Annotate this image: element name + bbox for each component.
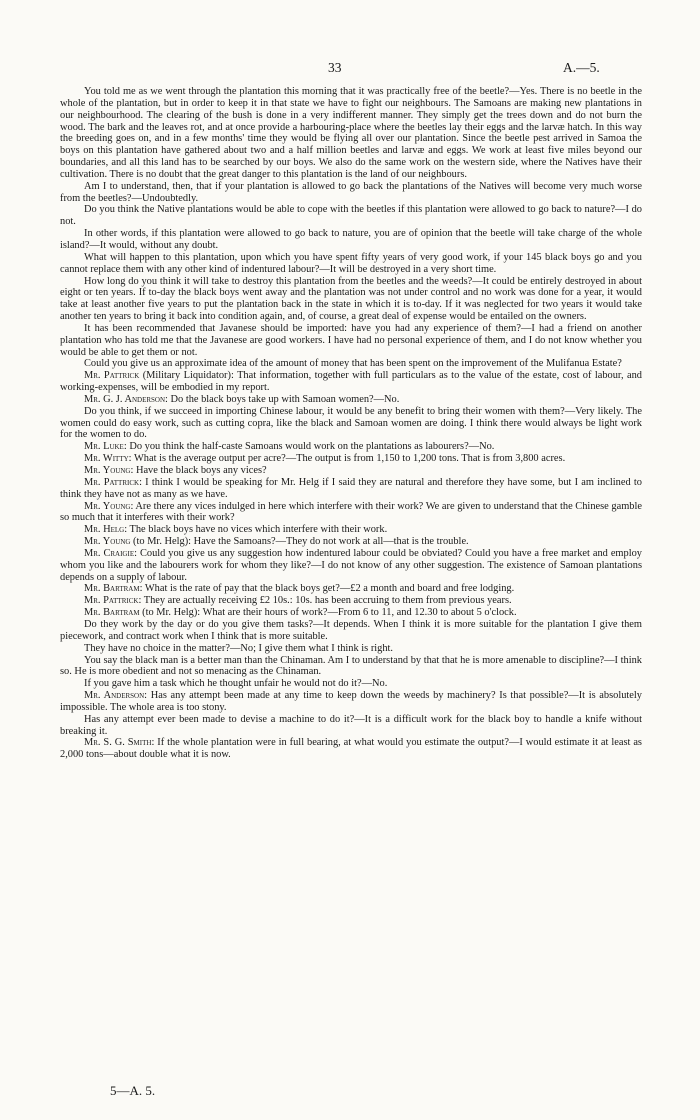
paragraph-text: Do you think, if we succeed in importing Chinese labour, it would be any benefit to bring their women with them?—Very likely. The women could do easy work, such as cutting copra, like the black and Samoan women are doing. I think there would always be light work for the women to do. [60, 405, 642, 441]
paragraph [60, 678, 642, 690]
speaker-name: Mr. S. G. Smith [84, 737, 152, 749]
paragraph-text: Am I to understand, then, that if your plantation is allowed to go back the plantations of the Natives will become very much worse from the beetles?—Undoubtedly. [60, 180, 642, 204]
paragraph [60, 595, 642, 607]
paragraph [60, 583, 642, 595]
paragraph-text: : Are there any vices indulged in here which interfere with their work? We are given to understand that the Chinese gamble so much that it interferes with their work? [60, 500, 642, 524]
paragraph-text: : I think I would be speaking for Mr. Helg if I said they are natural and therefore they have some, but I am inclined to think they have not as many as we have. [60, 476, 642, 500]
paragraph-text: (to Mr. Helg): Have the Samoans?—They do not work at all—that is the trouble. [130, 536, 469, 548]
paragraph [60, 370, 642, 394]
paragraph-text: You told me as we went through the plantation this morning that it was practically free of the beetle?—Yes. There is no beetle in the whole of the plantation, but in order to keep it in that state we have to fight our neighbours. The Samoans are making new plantations in our neighbourhood. The clearing of the bush is done in a very indifferent manner. They simply get the trees down and do not burn the wood. The bark and the leaves rot, and at once provide a harbouring-place where the beetles lay their eggs and the larvæ hatch. In this way the breeding goes on, and in a few months' time they would be flying all over our plantation. Since the beetle pest arrived in Samoa the boys on this plantation have gathered about two and a half million beetles and larvæ and eggs. We work at least five miles beyond our boundaries, and all this land has to be searched by our boys. We also do the same work on the western side, where the Natives have their cultivation. There is no doubt that the great danger to this plantation is the land of our neighbours. [60, 86, 642, 180]
speaker-name: Mr. Helg [84, 524, 125, 536]
speaker-name: Mr. Luke [84, 441, 124, 453]
speaker-name: Mr. Anderson [84, 690, 145, 702]
paragraph-text: Could you give us an approximate idea of the amount of money that has been spent on the improvement of the Mulifanua Estate? [84, 358, 622, 370]
paragraph [60, 465, 642, 477]
paragraph [60, 536, 642, 548]
page-number: 33 [328, 60, 342, 75]
paragraph [60, 714, 642, 738]
speaker-name: Mr. Pattrick [84, 370, 140, 382]
paragraph-text: : Has any attempt been made at any time to keep down the weeds by machinery? Is that possible?—It is absolutely impossible. The whole area is too stony. [60, 690, 642, 713]
paragraph [60, 548, 642, 584]
speaker-name: Mr. G. J. Anderson [84, 393, 166, 405]
paragraph-text: In other words, if this plantation were allowed to go back to nature, you are of opinion that the beetle will take charge of the whole island?—It would, without any doubt. [60, 228, 642, 251]
paragraph [60, 394, 642, 406]
paragraph [60, 86, 642, 181]
speaker-name: Mr. Pattrick [84, 476, 140, 488]
paragraph-text: Do you think the Native plantations would be able to cope with the beetles if this plantation were allowed to go back to nature?—I do not. [60, 204, 642, 228]
paragraph [60, 358, 642, 370]
speaker-name: Mr. Pattrick [84, 595, 139, 607]
speaker-name: Mr. Young [84, 500, 131, 512]
signature-mark: 5—A. 5. [110, 1083, 156, 1098]
paragraph [60, 501, 642, 525]
paragraph [60, 524, 642, 536]
paragraph [60, 252, 642, 276]
paragraph [60, 619, 642, 643]
paragraph [60, 441, 642, 453]
paragraph [60, 406, 642, 442]
paragraph [60, 276, 642, 323]
paragraph-text: You say the black man is a better man than the Chinaman. Am I to understand by that that he is more amenable to discipline?—I think so. He is more obedient and not so menacing as the Chinaman. [60, 654, 642, 678]
paragraph [60, 204, 642, 228]
paragraph [60, 181, 642, 205]
page-body [60, 86, 642, 761]
paragraph-text: : Have the black boys any vices? [130, 465, 267, 476]
paragraph-text: : Do you think the half-caste Samoans would work on the plantations as labourers?—No. [123, 441, 495, 453]
paragraph [60, 690, 642, 714]
paragraph [60, 323, 642, 359]
paragraph-text: Do they work by the day or do you give them tasks?—It depends. When I think it is more suitable for the plantation I give them piecework, and contract work when I think that is more suitable. [60, 618, 642, 642]
paragraph-text: It has been recommended that Javanese should be imported: have you had any experience of them?—I had a friend on another plantation who has told me that the Javanese are good workers. I have had no personal experience of them, and I do not know whether you would be able to get them or not. [60, 322, 642, 358]
paragraph-text: What will happen to this plantation, upon which you have spent fifty years of very good work, if your 145 black boys go and you cannot replace them with any other kind of indentured labour?—It will be destroyed in a very short time. [60, 251, 642, 275]
paragraph [60, 655, 642, 679]
document-reference: A.—5. [563, 60, 600, 75]
paragraph [60, 228, 642, 252]
paragraph-text: : The black boys have no vices which interfere with their work. [124, 524, 388, 536]
speaker-name: Mr. Witty [84, 453, 129, 465]
paragraph-text: : Do the black boys take up with Samoan women?—No. [165, 393, 400, 405]
paragraph-text: How long do you think it will take to destroy this plantation from the beetles and the weeds?—It could be entirely destroyed in about eight or ten years. If to-day the black boys went away and the plantation was not under control and no work was done for a year, it would take at least another five years to put the plantation back in the state in which it is to-day. If it was neglected for two years it would take another ten years to bring it back into condition again, and, of course, a great deal of expense would be entailed on the owners. [60, 275, 642, 323]
paragraph-text: (Military Liquidator): That information, together with full particulars as to the value of the estate, cost of labour, and working-expenses, will be embodied in my report. [60, 370, 642, 394]
paragraph-text: : What is the rate of pay that the black boys get?—£2 a month and board and free lodging. [139, 583, 515, 595]
paragraph-text: : If the whole plantation were in full bearing, at what would you estimate the output?—I would estimate it at least as 2,000 tons—about double what it is now. [60, 737, 642, 761]
speaker-name: Mr. Bartram [84, 583, 140, 595]
paragraph [60, 643, 642, 655]
paragraph-text: : What is the average output per acre?—The output is from 1,150 to 1,200 tons. That is from 3,800 acres. [128, 453, 566, 465]
paragraph-text: : Could you give us any suggestion how indentured labour could be obviated? Could you have a free market and employ whom you like and the labourers work for whom they like?—I do not know of any other suggestion. The existence of Samoan plantations depends on a supply of labour. [60, 547, 642, 583]
paragraph-text: They have no choice in the matter?—No; I give them what I think is right. [84, 642, 394, 654]
speaker-name: Mr. Craigie [84, 547, 135, 559]
paragraph [60, 453, 642, 465]
paragraph [60, 607, 642, 619]
speaker-name: Mr. Young [84, 536, 131, 548]
paragraph-text: Has any attempt ever been made to devise a machine to do it?—It is a difficult work for the black boy to handle a knife without breaking it. [60, 713, 642, 737]
paragraph-text: (to Mr. Helg): What are their hours of work?—From 6 to 11, and 12.30 to about 5 o'clock. [139, 607, 517, 619]
speaker-name: Mr. Bartram [84, 607, 140, 619]
speaker-name: Mr. Young [84, 465, 131, 476]
paragraph-text: : They are actually receiving £2 10s.: 10s. has been accruing to them from previous years. [138, 595, 512, 607]
paragraph-text: If you gave him a task which he thought unfair he would not do it?—No. [84, 678, 388, 690]
paragraph [60, 477, 642, 501]
paragraph [60, 737, 642, 761]
